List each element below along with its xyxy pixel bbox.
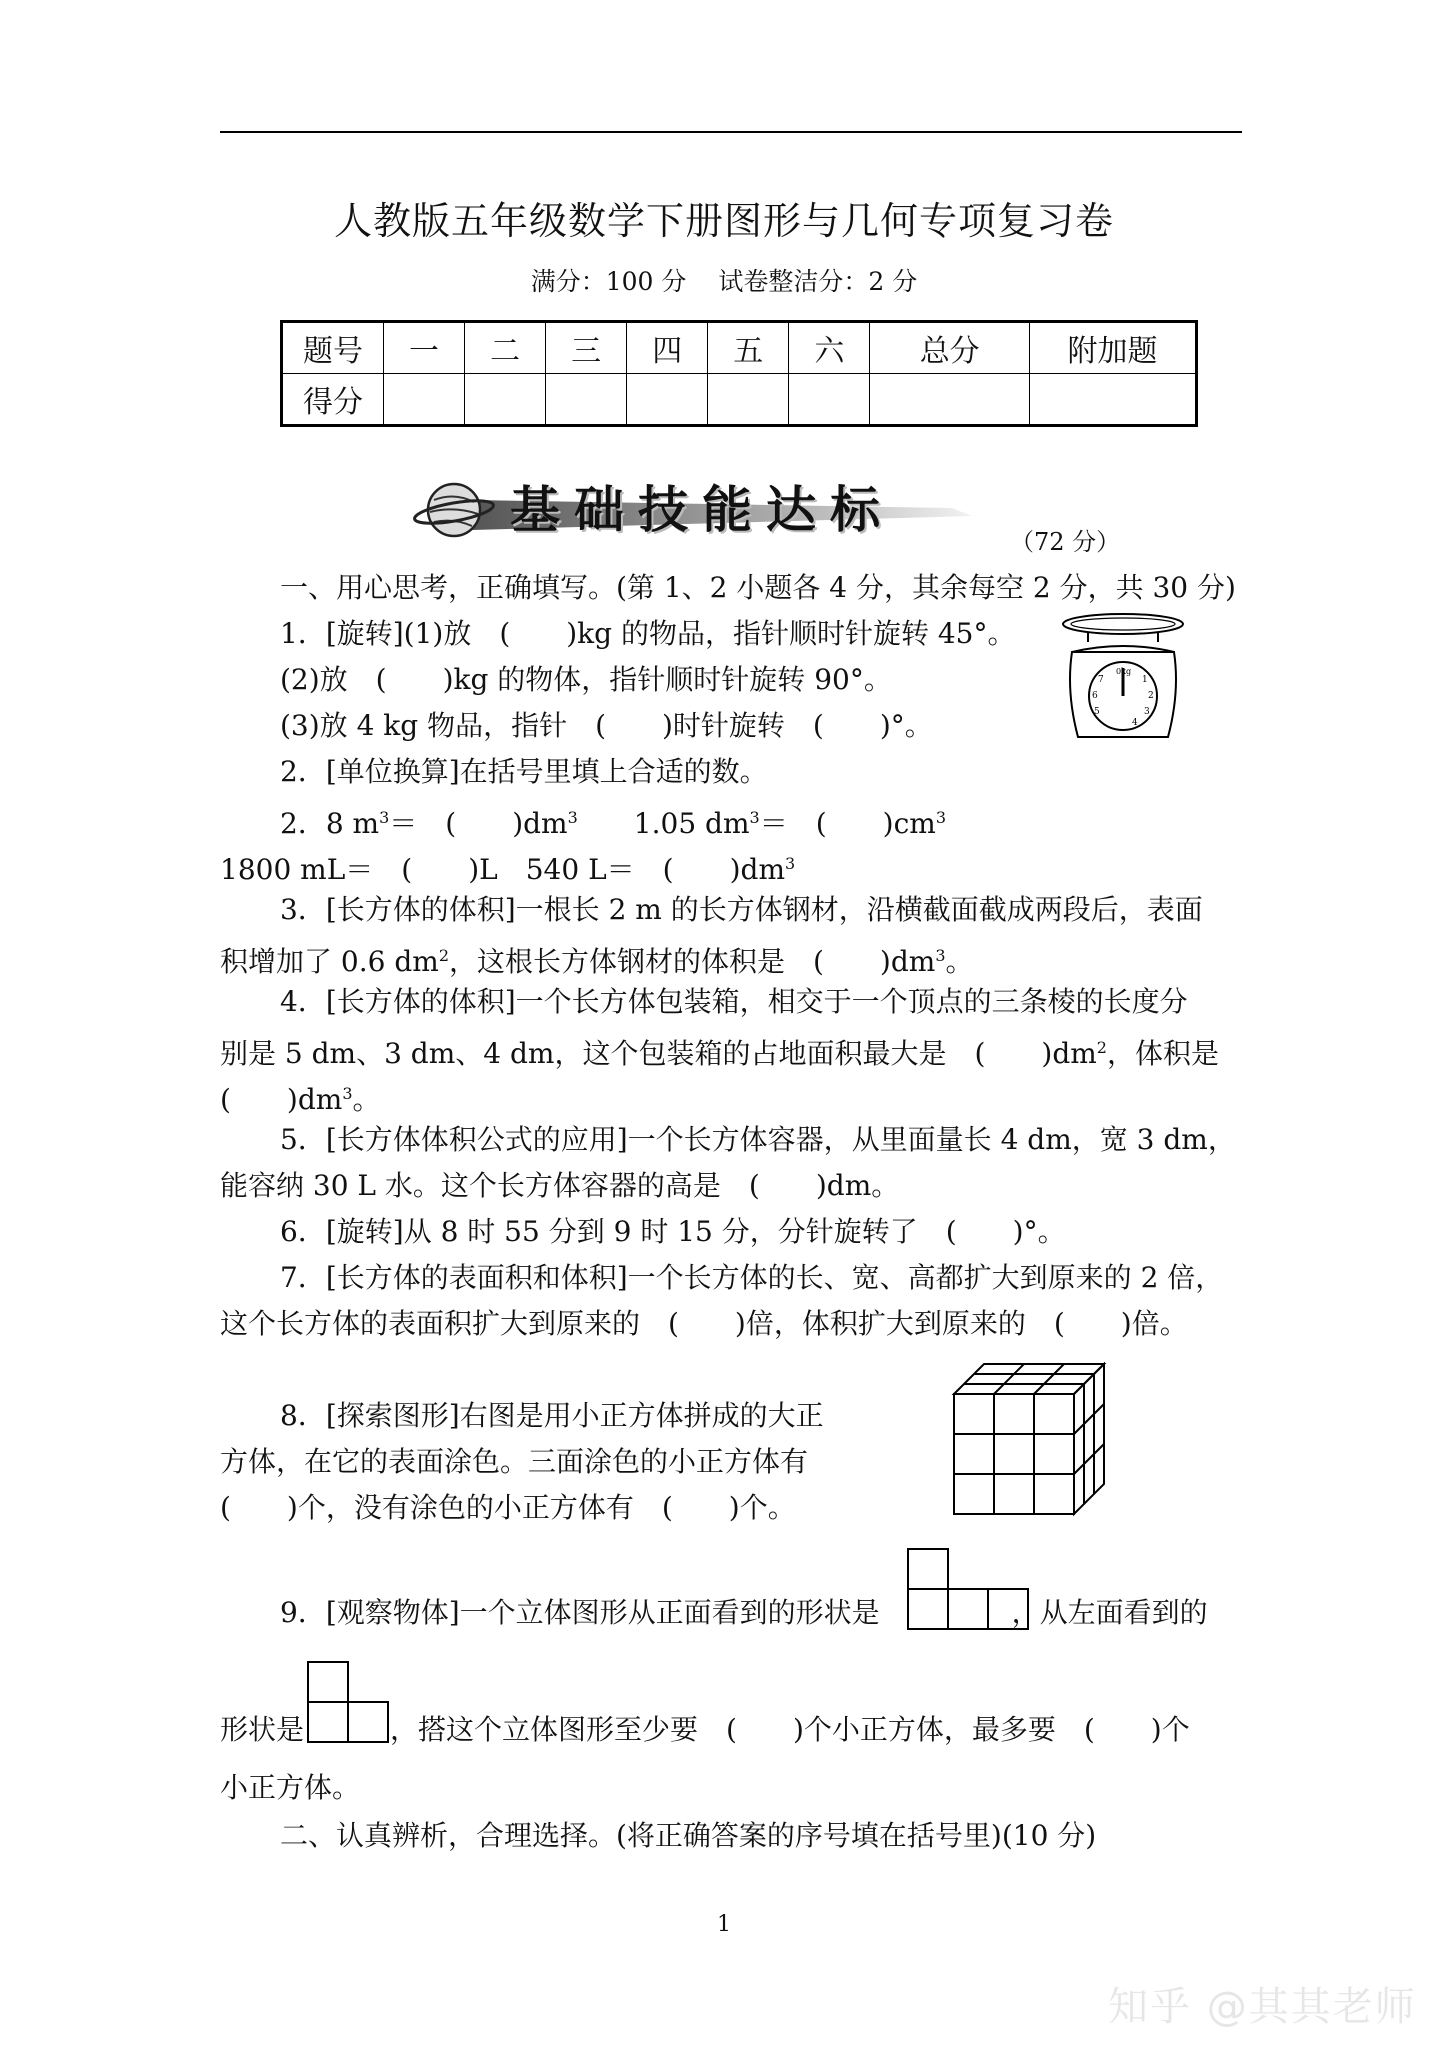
score-table-cell: 题号: [282, 322, 384, 374]
q9-text: ，搭这个立体图形至少要 ( )个小正方体，最多要 ( )个: [390, 1713, 1190, 1746]
q2-heading: 2．[单位换算]在括号里填上合适的数。: [280, 755, 768, 788]
section2-heading: 二、认真辨析，合理选择。(将正确答案的序号填在括号里)(10 分): [280, 1819, 1097, 1852]
q4-text: ，体积是: [1106, 1037, 1219, 1070]
score-cell[interactable]: [627, 374, 708, 426]
q2-line1: [280, 800, 946, 842]
q3-line2: [220, 938, 974, 980]
score-table-cell: 四: [627, 322, 708, 374]
q2-text: 1.05 dm: [577, 807, 750, 840]
score-table-cell: 总分: [870, 322, 1030, 374]
q3-text: 积增加了 0.6 dm: [220, 945, 439, 978]
score-cell[interactable]: [1030, 374, 1197, 426]
superscript: 3: [379, 808, 390, 827]
score-cell[interactable]: [708, 374, 789, 426]
neatness-marks: 试卷整洁分：2 分: [718, 267, 918, 296]
q1-part2: (2)放 ( )kg 的物体，指针顺时针旋转 90°。: [280, 663, 892, 696]
score-cell[interactable]: [870, 374, 1030, 426]
q9-line1: [280, 1595, 1208, 1631]
score-table: [280, 320, 1198, 427]
q4-text: ( )dm: [220, 1083, 343, 1116]
dial-number: 7: [1098, 675, 1104, 685]
section-banner-title: 基础技能达标: [510, 481, 894, 539]
q2-line2: [220, 846, 795, 888]
score-table-cell: 五: [708, 322, 789, 374]
score-cell[interactable]: [384, 374, 465, 426]
score-table-cell: 三: [546, 322, 627, 374]
superscript: 3: [342, 1084, 353, 1103]
q9-line2: [220, 1712, 1190, 1748]
page-subtitle: [0, 262, 1448, 298]
page-number: 1: [717, 1912, 731, 1937]
page-title: 人教版五年级数学下册图形与几何专项复习卷: [333, 199, 1114, 243]
q3-text: 。: [945, 945, 974, 978]
section-banner-score: （72 分）: [1010, 528, 1121, 556]
superscript: 2: [438, 946, 449, 965]
score-table-cell: 附加题: [1030, 322, 1197, 374]
q4-line1: 4．[长方体的体积]一个长方体包装箱，相交于一个顶点的三条棱的长度分: [280, 985, 1188, 1018]
dial-number: 4: [1132, 718, 1138, 728]
dial-number: 5: [1094, 707, 1100, 717]
q4-text: 。: [352, 1083, 381, 1116]
top-rule: [220, 131, 1242, 133]
superscript: 3: [567, 808, 578, 827]
q2-text: 2．8 m: [280, 807, 380, 840]
q9-text: ，从左面看到的: [1011, 1596, 1208, 1629]
q2-text: ＝ ( )cm: [759, 807, 936, 840]
q1-part3: (3)放 4 kg 物品，指针 ( )时针旋转 ( )°。: [280, 709, 933, 742]
score-table-cell: 得分: [282, 374, 384, 426]
front-view-shape: [906, 1547, 1036, 1637]
q2-text: 1800 mL＝ ( )L 540 L＝ ( )dm: [220, 853, 786, 886]
q8-line1: 8．[探索图形]右图是用小正方体拼成的大正: [280, 1399, 824, 1432]
superscript: 3: [749, 808, 760, 827]
dial-number: 2: [1148, 691, 1154, 701]
dial-number: 6: [1092, 691, 1098, 701]
scale-zero-label: 0kg: [1116, 667, 1132, 676]
dial-number: 3: [1144, 707, 1150, 717]
q7-line1: 7．[长方体的表面积和体积]一个长方体的长、宽、高都扩大到原来的 2 倍，: [280, 1261, 1224, 1294]
superscript: 3: [785, 854, 796, 873]
cube-3x3-illustration: [950, 1360, 1120, 1530]
superscript: 3: [935, 946, 946, 965]
q8-line2: 方体，在它的表面涂色。三面涂色的小正方体有: [220, 1445, 809, 1478]
scale-illustration: [1058, 612, 1188, 744]
score-table-cell: 一: [384, 322, 465, 374]
score-table-cell: 二: [465, 322, 546, 374]
q7-line2: 这个长方体的表面积扩大到原来的 ( )倍，体积扩大到原来的 ( )倍。: [220, 1307, 1188, 1340]
score-cell[interactable]: [465, 374, 546, 426]
score-table-cell: 六: [789, 322, 870, 374]
q9-text: 形状是: [220, 1713, 305, 1746]
q3-text: ，这根长方体钢材的体积是 ( )dm: [449, 945, 936, 978]
superscript: 3: [935, 808, 946, 827]
q5-line1: 5．[长方体体积公式的应用]一个长方体容器，从里面量长 4 dm，宽 3 dm，: [280, 1123, 1236, 1156]
q9-text: 9．[观察物体]一个立体图形从正面看到的形状是: [280, 1596, 880, 1629]
q4-text: 别是 5 dm、3 dm、4 dm，这个包装箱的占地面积最大是 ( )dm: [220, 1037, 1097, 1070]
score-table-header-row: [282, 322, 1197, 374]
watermark: 知乎 @其其老师: [1108, 1984, 1417, 2030]
q5-line2: 能容纳 30 L 水。这个长方体容器的高是 ( )dm。: [220, 1169, 900, 1202]
q3-line1: 3．[长方体的体积]一根长 2 m 的长方体钢材，沿横截面截成两段后，表面: [280, 893, 1203, 926]
q6-line1: 6．[旋转]从 8 时 55 分到 9 时 15 分，分针旋转了 ( )°。: [280, 1215, 1066, 1248]
superscript: 2: [1096, 1038, 1107, 1057]
q4-line3: [220, 1076, 381, 1118]
q1-part1: 1．[旋转](1)放 ( )kg 的物品，指针顺时针旋转 45°。: [280, 617, 1016, 650]
q8-line3: ( )个，没有涂色的小正方体有 ( )个。: [220, 1491, 796, 1524]
q4-line2: [220, 1030, 1219, 1072]
score-cell[interactable]: [789, 374, 870, 426]
q2-text: ＝ ( )dm: [389, 807, 568, 840]
section1-heading: 一、用心思考，正确填写。(第 1、2 小题各 4 分，其余每空 2 分，共 30 分): [280, 571, 1236, 604]
full-marks: 满分：100 分: [530, 267, 687, 296]
score-cell[interactable]: [546, 374, 627, 426]
dial-number: 1: [1142, 675, 1148, 685]
q9-line3: 小正方体。: [220, 1771, 361, 1804]
score-table-score-row: [282, 374, 1197, 426]
